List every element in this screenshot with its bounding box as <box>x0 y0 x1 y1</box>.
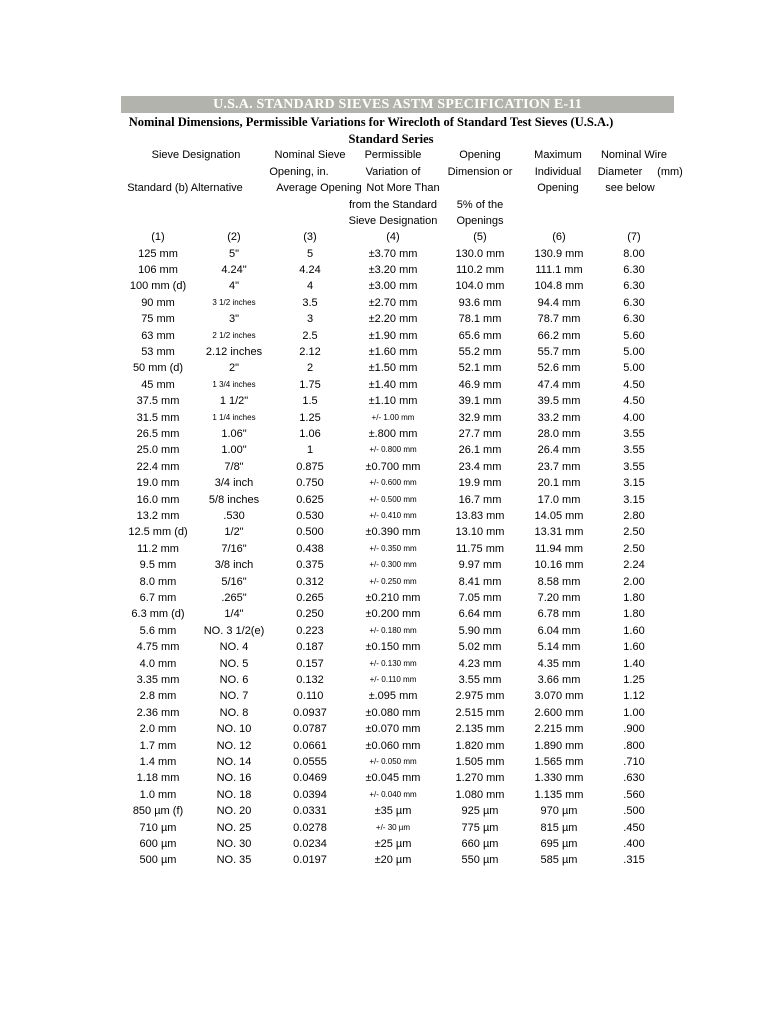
table-cell: ±0.200 mm <box>365 608 421 620</box>
table-cell: +/- 0.410 mm <box>369 511 417 520</box>
column-header-text: Not More Than <box>366 182 440 194</box>
table-cell: ±.095 mm <box>368 690 418 702</box>
table-cell: 37.5 mm <box>136 395 180 407</box>
table-cell: ±1.90 mm <box>368 330 418 342</box>
table-cell: +/- 0.500 mm <box>369 495 417 504</box>
table-cell: 1.0 mm <box>139 789 177 801</box>
table-cell: ±3.70 mm <box>368 248 418 260</box>
table-cell: 0.312 <box>296 576 324 588</box>
table-cell: 7/16" <box>221 543 247 555</box>
table-cell: 5" <box>228 248 240 260</box>
table-cell: ±1.40 mm <box>368 379 418 391</box>
table-cell: ±0.070 mm <box>365 723 421 735</box>
table-cell: 3.15 <box>623 477 645 489</box>
table-cell: 45 mm <box>141 379 175 391</box>
table-cell: 1 1/4 inches <box>212 413 256 422</box>
column-number: (3) <box>303 231 317 243</box>
table-cell: NO. 8 <box>219 707 249 719</box>
table-cell: 5.00 <box>623 346 645 358</box>
table-cell: 5.00 <box>623 362 645 374</box>
table-cell: ±0.080 mm <box>365 707 421 719</box>
table-cell: 3.15 <box>623 494 645 506</box>
table-cell: ±0.700 mm <box>365 461 421 473</box>
table-cell: 1.7 mm <box>139 740 177 752</box>
table-cell: 4.23 mm <box>458 658 502 670</box>
table-cell: 1.890 mm <box>534 740 584 752</box>
table-cell: 0.0661 <box>293 740 327 752</box>
table-cell: 5.14 mm <box>537 641 581 653</box>
table-cell: 1.25 <box>623 674 645 686</box>
table-cell: NO. 25 <box>216 822 252 834</box>
table-cell: 23.7 mm <box>537 461 581 473</box>
table-cell: .265" <box>221 592 247 604</box>
table-cell: 585 µm <box>540 854 578 866</box>
table-cell: 0.265 <box>296 592 324 604</box>
table-cell: 1.40 <box>623 658 645 670</box>
table-cell: 32.9 mm <box>458 412 502 424</box>
column-header-text: Average Opening <box>276 182 362 194</box>
table-cell: NO. 20 <box>216 805 252 817</box>
table-cell: 0.530 <box>296 510 324 522</box>
table-cell: 0.132 <box>296 674 324 686</box>
table-cell: 1.00 <box>623 707 645 719</box>
table-cell: 1.80 <box>623 608 645 620</box>
table-cell: 695 µm <box>540 838 578 850</box>
table-cell: 3.55 <box>623 444 645 456</box>
table-cell: 1.06 <box>299 428 321 440</box>
table-cell: 0.750 <box>296 477 324 489</box>
column-number: (1) <box>151 231 165 243</box>
table-cell: 6.30 <box>623 280 645 292</box>
table-cell: ±20 µm <box>374 854 412 866</box>
table-cell: 2.215 mm <box>534 723 584 735</box>
table-cell: ±0.150 mm <box>365 641 421 653</box>
table-cell: 0.875 <box>296 461 324 473</box>
table-cell: 5.90 mm <box>458 625 502 637</box>
table-cell: 1.4 mm <box>139 756 177 768</box>
table-cell: 2 1/2 inches <box>212 331 256 340</box>
table-cell: 63 mm <box>141 330 175 342</box>
table-cell: +/- 0.130 mm <box>369 659 417 668</box>
table-cell: 2.135 mm <box>455 723 505 735</box>
table-cell: ±2.20 mm <box>368 313 418 325</box>
table-cell: 13.2 mm <box>136 510 180 522</box>
table-cell: 2.600 mm <box>534 707 584 719</box>
table-cell: 3 <box>306 313 314 325</box>
table-cell: 1.25 <box>299 412 321 424</box>
table-cell: NO. 12 <box>216 740 252 752</box>
table-cell: 4.24" <box>221 264 247 276</box>
column-header-text: Nominal Wire <box>600 149 667 161</box>
table-cell: 55.7 mm <box>537 346 581 358</box>
table-cell: NO. 18 <box>216 789 252 801</box>
table-cell: 0.250 <box>296 608 324 620</box>
table-cell: 8.00 <box>623 248 645 260</box>
table-cell: 100 mm (d) <box>129 280 187 292</box>
column-header-text: Sieve Designation <box>151 149 241 161</box>
table-cell: 1.12 <box>623 690 645 702</box>
table-cell: 94.4 mm <box>537 297 581 309</box>
table-cell: 0.0197 <box>293 854 327 866</box>
table-cell: 52.6 mm <box>537 362 581 374</box>
table-cell: NO. 3 1/2(e) <box>203 625 265 637</box>
table-cell: 550 µm <box>461 854 499 866</box>
table-cell: 4 <box>306 280 314 292</box>
table-cell: 1/2" <box>224 526 244 538</box>
table-cell: 13.10 mm <box>455 526 505 538</box>
table-cell: 14.05 mm <box>534 510 584 522</box>
table-cell: 2.24 <box>623 559 645 571</box>
table-cell: 3/8 inch <box>214 559 254 571</box>
column-header-text: Variation of <box>365 166 421 178</box>
table-cell: 5.02 mm <box>458 641 502 653</box>
table-cell: 8.41 mm <box>458 576 502 588</box>
table-cell: 125 mm <box>138 248 178 260</box>
table-cell: 0.0787 <box>293 723 327 735</box>
table-cell: 20.1 mm <box>537 477 581 489</box>
table-cell: 93.6 mm <box>458 297 502 309</box>
table-cell: +/- 0.040 mm <box>369 790 417 799</box>
table-cell: 850 µm (f) <box>132 805 184 817</box>
table-cell: ±3.20 mm <box>368 264 418 276</box>
table-cell: 3 1/2 inches <box>212 298 256 307</box>
table-cell: 75 mm <box>141 313 175 325</box>
table-cell: 0.0278 <box>293 822 327 834</box>
table-cell: 1.18 mm <box>136 772 180 784</box>
column-header-text: (mm) <box>657 166 683 178</box>
table-cell: 0.157 <box>296 658 324 670</box>
column-header-text: Diameter <box>597 166 643 178</box>
table-cell: 1.06" <box>221 428 247 440</box>
table-cell: 1.820 mm <box>455 740 505 752</box>
table-cell: 11.94 mm <box>534 543 584 555</box>
table-cell: .800 <box>623 740 645 752</box>
table-cell: +/- 0.050 mm <box>369 757 417 766</box>
table-cell: 710 µm <box>139 822 177 834</box>
table-cell: 46.9 mm <box>458 379 502 391</box>
table-cell: 3/4 inch <box>214 477 254 489</box>
table-cell: 110.2 mm <box>455 264 505 276</box>
table-cell: 6.30 <box>623 297 645 309</box>
table-cell: 104.0 mm <box>455 280 505 292</box>
table-cell: 6.7 mm <box>139 592 177 604</box>
table-cell: 3.55 mm <box>458 674 502 686</box>
table-cell: 2.515 mm <box>455 707 505 719</box>
column-header-text: see below <box>605 182 655 194</box>
table-cell: 0.438 <box>296 543 324 555</box>
table-cell: 2.80 <box>623 510 645 522</box>
table-cell: 90 mm <box>141 297 175 309</box>
table-cell: 2 <box>306 362 314 374</box>
table-cell: 130.0 mm <box>455 248 505 260</box>
table-cell: .315 <box>623 854 645 866</box>
table-cell: 47.4 mm <box>537 379 581 391</box>
column-header-text: Individual <box>534 166 582 178</box>
table-cell: 3.55 <box>623 461 645 473</box>
table-cell: 2.975 mm <box>455 690 505 702</box>
table-cell: NO. 16 <box>216 772 252 784</box>
table-cell: 8.0 mm <box>139 576 177 588</box>
table-cell: 2.0 mm <box>139 723 177 735</box>
column-number: (2) <box>227 231 241 243</box>
table-cell: +/- 0.800 mm <box>369 445 417 454</box>
table-cell: ±0.210 mm <box>365 592 421 604</box>
table-cell: +/- 1.00 mm <box>371 413 415 422</box>
column-header-text: Maximum <box>534 149 582 161</box>
table-cell: 0.500 <box>296 526 324 538</box>
table-cell: 28.0 mm <box>537 428 581 440</box>
table-cell: 78.7 mm <box>537 313 581 325</box>
table-cell: 19.9 mm <box>458 477 502 489</box>
table-cell: 55.2 mm <box>458 346 502 358</box>
table-cell: 2" <box>228 362 240 374</box>
table-cell: 65.6 mm <box>458 330 502 342</box>
table-cell: 500 µm <box>139 854 177 866</box>
table-cell: 1.60 <box>623 625 645 637</box>
table-subtitle: Nominal Dimensions, Permissible Variations for Wirecloth of Standard Test Sieves (U.S.A.) <box>128 115 614 129</box>
table-cell: 6.64 mm <box>458 608 502 620</box>
table-cell: 3.070 mm <box>534 690 584 702</box>
table-cell: 13.31 mm <box>534 526 584 538</box>
table-cell: 33.2 mm <box>537 412 581 424</box>
table-cell: 0.187 <box>296 641 324 653</box>
table-cell: NO. 6 <box>219 674 249 686</box>
table-cell: ±0.390 mm <box>365 526 421 538</box>
table-cell: 1 1/2" <box>219 395 249 407</box>
table-cell: 12.5 mm (d) <box>128 526 188 538</box>
column-header-text: Dimension or <box>447 166 513 178</box>
table-cell: 1.080 mm <box>455 789 505 801</box>
table-cell: 66.2 mm <box>537 330 581 342</box>
table-cell: ±3.00 mm <box>368 280 418 292</box>
table-cell: 130.9 mm <box>534 248 584 260</box>
table-cell: .630 <box>623 772 645 784</box>
table-cell: 5.60 <box>623 330 645 342</box>
table-cell: 2.8 mm <box>139 690 177 702</box>
table-cell: NO. 7 <box>219 690 249 702</box>
column-header-text: Permissible <box>364 149 422 161</box>
table-cell: 0.0234 <box>293 838 327 850</box>
table-cell: 9.97 mm <box>458 559 502 571</box>
table-cell: 3" <box>228 313 240 325</box>
table-cell: 1.270 mm <box>455 772 505 784</box>
table-cell: 39.1 mm <box>458 395 502 407</box>
column-header-text: Opening <box>537 182 579 194</box>
column-header-text: Nominal Sieve <box>274 149 346 161</box>
table-cell: 5 <box>306 248 314 260</box>
table-cell: 2.5 <box>302 330 318 342</box>
table-cell: 7/8" <box>224 461 244 473</box>
table-cell: 0.0555 <box>293 756 327 768</box>
table-cell: 23.4 mm <box>458 461 502 473</box>
table-cell: 7.20 mm <box>537 592 581 604</box>
table-cell: ±1.50 mm <box>368 362 418 374</box>
table-cell: 111.1 mm <box>535 264 583 276</box>
table-cell: ±.800 mm <box>368 428 418 440</box>
table-cell: ±1.60 mm <box>368 346 418 358</box>
table-cell: 0.625 <box>296 494 324 506</box>
table-cell: 10.16 mm <box>534 559 584 571</box>
table-cell: 0.0937 <box>293 707 327 719</box>
column-header-text: Opening <box>459 149 501 161</box>
table-cell: +/- 0.300 mm <box>369 560 417 569</box>
table-cell: 1.505 mm <box>455 756 505 768</box>
table-cell: .450 <box>623 822 645 834</box>
table-cell: 1 3/4 inches <box>212 380 256 389</box>
table-cell: 0.110 <box>296 690 324 702</box>
column-header-text: Opening, in. <box>269 166 329 178</box>
table-cell: .900 <box>623 723 645 735</box>
table-cell: 775 µm <box>461 822 499 834</box>
table-cell: 1.80 <box>623 592 645 604</box>
column-header-text: Sieve Designation <box>348 215 438 227</box>
table-cell: +/- 0.250 mm <box>369 577 417 586</box>
table-cell: 4.0 mm <box>139 658 177 670</box>
table-cell: 0.223 <box>296 625 324 637</box>
column-number: (4) <box>386 231 400 243</box>
table-cell: 11.2 mm <box>137 543 179 555</box>
table-cell: 3.35 mm <box>136 674 180 686</box>
table-cell: 1.60 <box>623 641 645 653</box>
table-cell: 0.0394 <box>293 789 327 801</box>
table-cell: +/- 0.110 mm <box>369 675 417 684</box>
table-cell: ±2.70 mm <box>368 297 418 309</box>
table-cell: 4.24 <box>299 264 321 276</box>
table-cell: +/- 0.600 mm <box>369 478 417 487</box>
table-cell: 50 mm (d) <box>132 362 184 374</box>
table-cell: 6.04 mm <box>537 625 581 637</box>
table-cell: 53 mm <box>141 346 175 358</box>
table-cell: 5/8 inches <box>208 494 260 506</box>
table-cell: 2.12 <box>299 346 321 358</box>
table-cell: 1.75 <box>299 379 321 391</box>
table-cell: 4.50 <box>623 379 645 391</box>
table-cell: ±1.10 mm <box>368 395 418 407</box>
column-header-text: 5% of the <box>456 199 504 211</box>
table-cell: 27.7 mm <box>458 428 502 440</box>
table-cell: 1.5 <box>302 395 318 407</box>
table-cell: 1/4" <box>224 608 244 620</box>
table-cell: NO. 30 <box>216 838 252 850</box>
table-cell: 3.66 mm <box>537 674 581 686</box>
table-cell: ±35 µm <box>374 805 412 817</box>
table-cell: 4.35 mm <box>537 658 581 670</box>
column-number: (6) <box>552 231 566 243</box>
table-title-banner: U.S.A. STANDARD SIEVES ASTM SPECIFICATION E-11 <box>121 96 674 113</box>
column-header-text: Standard (b) Alternative <box>127 182 243 194</box>
table-cell: 2.12 inches <box>205 346 263 358</box>
table-cell: +/- 0.180 mm <box>369 626 417 635</box>
table-cell: 78.1 mm <box>458 313 502 325</box>
table-cell: 1.565 mm <box>534 756 584 768</box>
table-cell: 1 <box>306 444 314 456</box>
table-cell: +/- 30 µm <box>375 823 411 832</box>
column-header-text: from the Standard <box>348 199 438 211</box>
table-cell: .710 <box>623 756 645 768</box>
table-cell: 2.00 <box>623 576 645 588</box>
table-cell: 4.75 mm <box>136 641 180 653</box>
column-header-text: Openings <box>456 215 504 227</box>
table-cell: 1.00" <box>221 444 247 456</box>
table-cell: 3.55 <box>623 428 645 440</box>
table-cell: 9.5 mm <box>139 559 177 571</box>
table-cell: .530 <box>223 510 245 522</box>
table-cell: 1.330 mm <box>534 772 584 784</box>
table-cell: 6.30 <box>623 264 645 276</box>
table-cell: 925 µm <box>461 805 499 817</box>
table-cell: 6.3 mm (d) <box>131 608 185 620</box>
table-cell: 16.7 mm <box>458 494 502 506</box>
table-cell: .560 <box>623 789 645 801</box>
table-cell: 8.58 mm <box>537 576 581 588</box>
table-cell: 0.375 <box>296 559 324 571</box>
table-cell: ±25 µm <box>374 838 412 850</box>
table-cell: 26.4 mm <box>537 444 581 456</box>
table-cell: NO. 10 <box>216 723 252 735</box>
table-cell: 970 µm <box>540 805 578 817</box>
table-cell: 1.135 mm <box>534 789 584 801</box>
table-cell: 31.5 mm <box>136 412 180 424</box>
table-cell: .400 <box>623 838 645 850</box>
table-cell: 2.50 <box>623 543 645 555</box>
table-cell: 106 mm <box>138 264 178 276</box>
table-cell: .500 <box>623 805 645 817</box>
table-cell: NO. 14 <box>216 756 252 768</box>
table-cell: 16.0 mm <box>136 494 180 506</box>
table-cell: 26.1 mm <box>458 444 502 456</box>
table-cell: 815 µm <box>540 822 578 834</box>
table-cell: 5.6 mm <box>139 625 177 637</box>
table-cell: 26.5 mm <box>136 428 180 440</box>
table-cell: NO. 5 <box>219 658 249 670</box>
table-cell: 17.0 mm <box>537 494 581 506</box>
table-cell: 11.75 mm <box>455 543 505 555</box>
table-cell: NO. 35 <box>216 854 252 866</box>
table-cell: 0.0469 <box>293 772 327 784</box>
table-cell: 13.83 mm <box>455 510 505 522</box>
table-cell: 600 µm <box>139 838 177 850</box>
series-heading: Standard Series <box>348 132 434 146</box>
table-cell: 25.0 mm <box>136 444 180 456</box>
table-cell: +/- 0.350 mm <box>369 544 417 553</box>
table-cell: 6.30 <box>623 313 645 325</box>
table-cell: 3.5 <box>302 297 318 309</box>
table-cell: 0.0331 <box>293 805 327 817</box>
table-cell: 2.50 <box>623 526 645 538</box>
table-cell: 4.00 <box>623 412 645 424</box>
table-cell: 22.4 mm <box>136 461 180 473</box>
table-cell: ±0.060 mm <box>365 740 421 752</box>
table-cell: 5/16" <box>221 576 247 588</box>
table-cell: 52.1 mm <box>458 362 502 374</box>
table-cell: 6.78 mm <box>537 608 581 620</box>
table-cell: 39.5 mm <box>537 395 581 407</box>
table-cell: 660 µm <box>461 838 499 850</box>
column-number: (7) <box>627 231 641 243</box>
table-cell: 19.0 mm <box>136 477 180 489</box>
column-number: (5) <box>473 231 487 243</box>
table-cell: 7.05 mm <box>458 592 502 604</box>
table-cell: 2.36 mm <box>136 707 180 719</box>
table-cell: 104.8 mm <box>534 280 584 292</box>
table-cell: ±0.045 mm <box>365 772 421 784</box>
table-cell: 4" <box>228 280 240 292</box>
table-cell: 4.50 <box>623 395 645 407</box>
table-cell: NO. 4 <box>219 641 249 653</box>
